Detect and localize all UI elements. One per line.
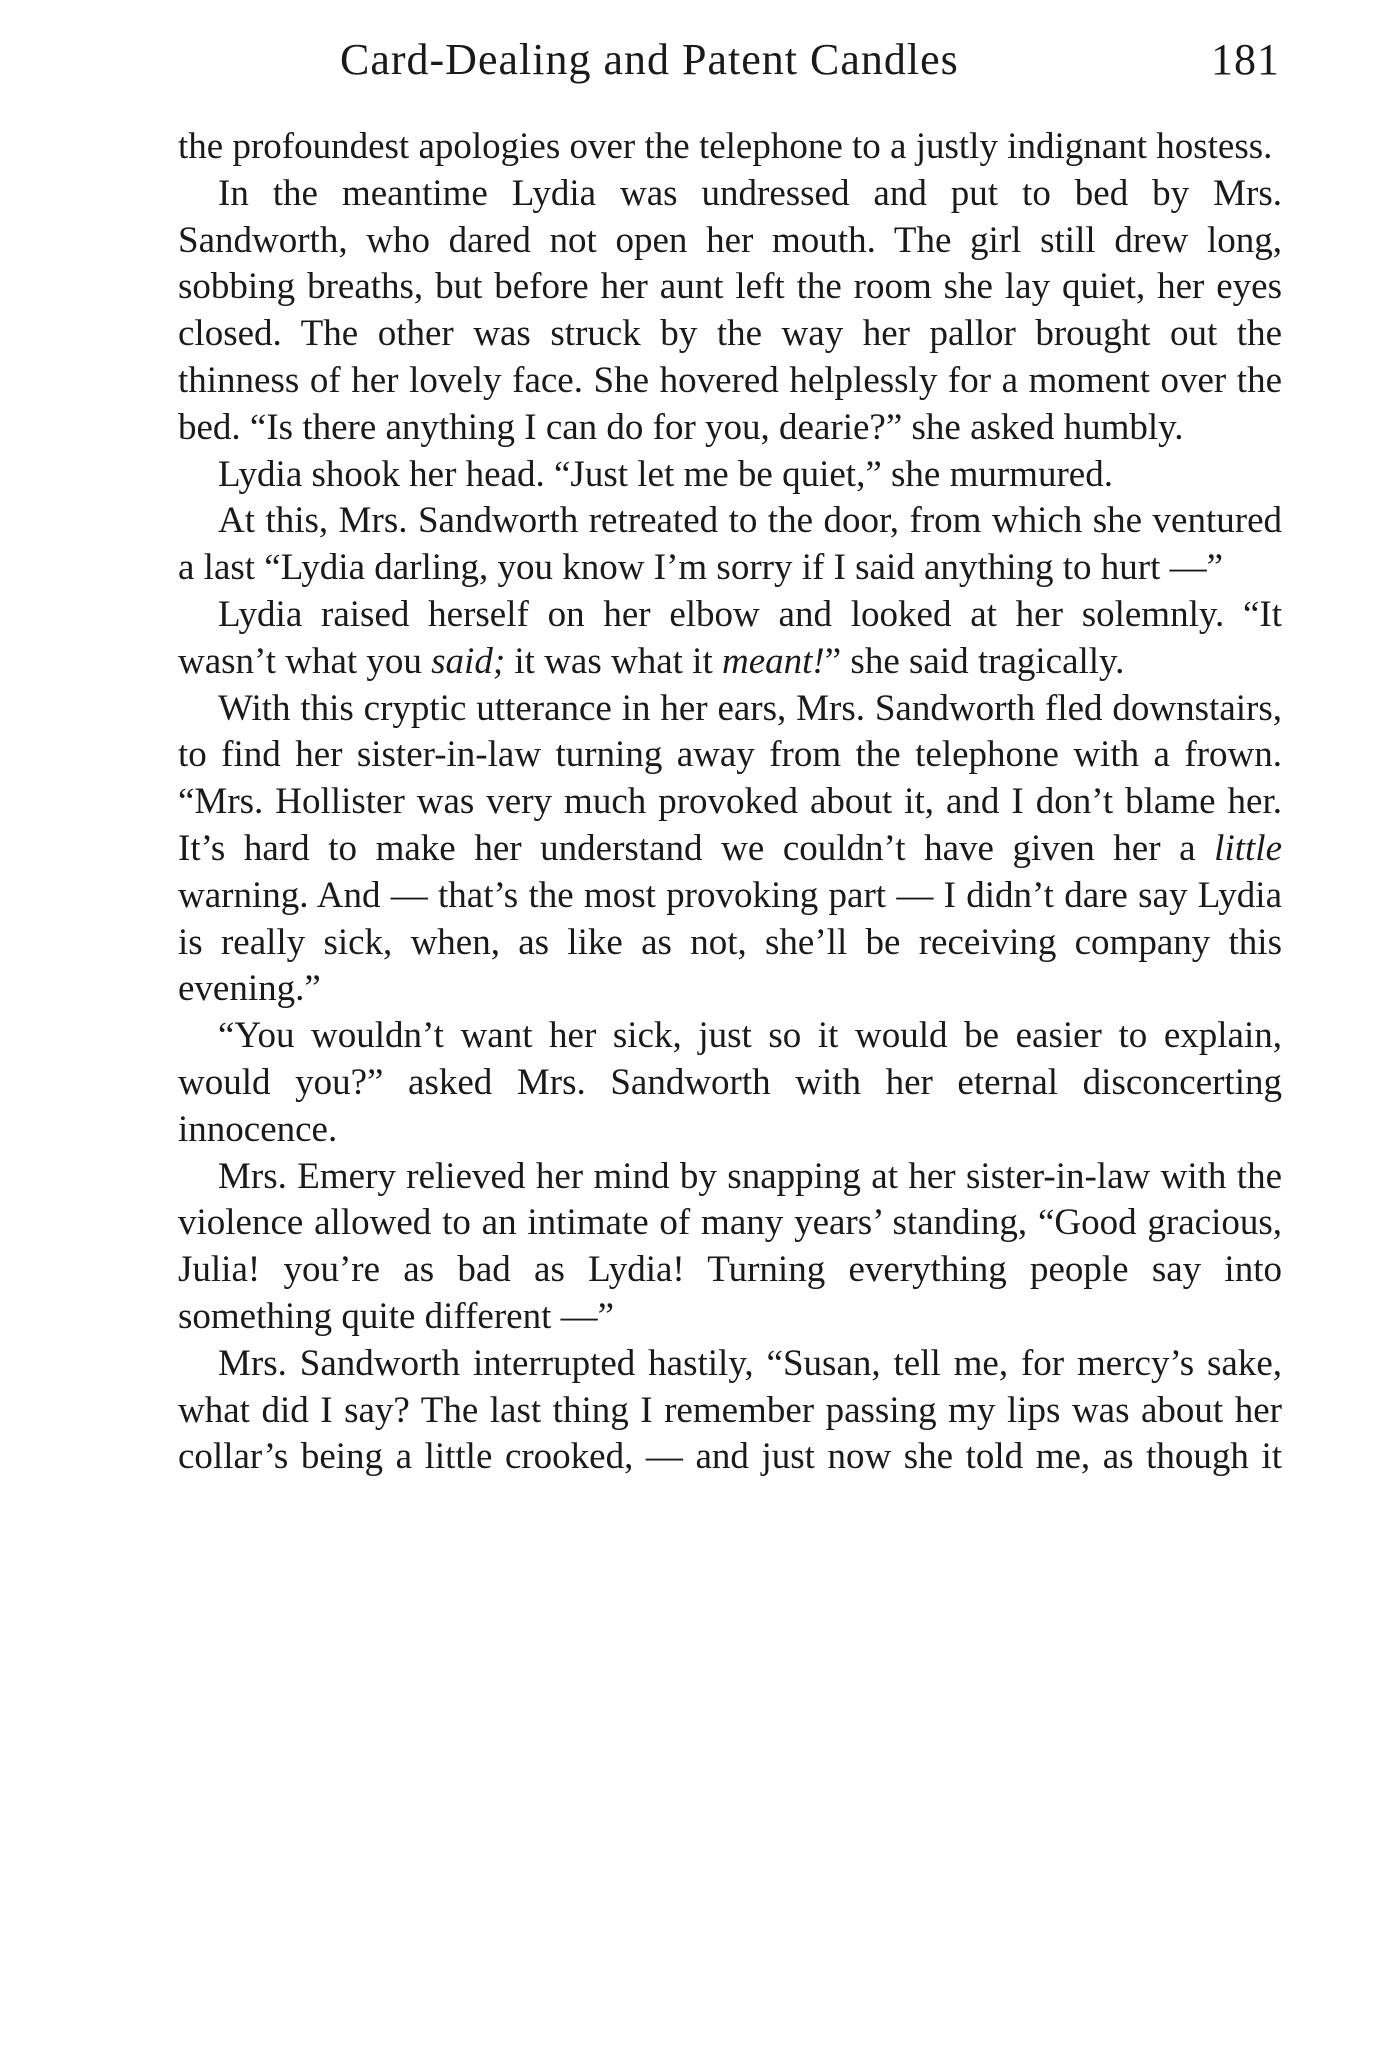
- paragraph: Mrs. Sandworth interrupted hastily, “Susan, tell me, for mercy’s sake, what did I say? The last thing I remember passing my lips was about her collar’s being a little crooked, — and just now she told me, as though it: [178, 1342, 1282, 1478]
- chapter-title: Card-Dealing and Patent Candles: [340, 35, 959, 84]
- running-head: [340, 28, 1280, 92]
- text-run: ” she said tragically.: [824, 640, 1125, 682]
- paragraph-continued: the profoundest apologies over the telephone to a justly indignant hostess.: [178, 126, 1273, 167]
- page-number: 181: [1211, 35, 1280, 84]
- paragraph: [178, 686, 1282, 1014]
- paragraph: Mrs. Emery relieved her mind by snapping at her sister-in-law with the violence allowed to an intimate of many years’ standing, “Good gracious, Julia! you’re as bad as Lydia! Turning everything people say into something quite different —”: [178, 1155, 1282, 1337]
- text-run: With this cryptic utterance in her ears, Mrs. Sandworth fled downstairs, to find her sister-in-law turning away from the telephone with a frown. “Mrs. Hollister was very much provoked about it, and I don’t blame her. It’s hard to make her understand we couldn’t have given her a: [178, 687, 1282, 869]
- paragraph: In the meantime Lydia was undressed and put to bed by Mrs. Sandworth, who dared not open her mouth. The girl still drew long, sobbing breaths, but before her aunt left the room she lay quiet, her eyes closed. The other was struck by the way her pallor brought out the thinness of her lovely face. She hovered helplessly for a moment over the bed. “Is there anything I can do for you, dearie?” she asked humbly.: [178, 172, 1282, 448]
- italic-text: meant!: [722, 640, 825, 682]
- text-run: it was what it: [505, 640, 722, 682]
- paragraph: [178, 592, 1282, 686]
- text-run: warning. And — that’s the most provoking part — I didn’t dare say Lydia is really sick, when, as like as not, she’ll be receiving company this evening.”: [178, 874, 1282, 1010]
- text-run: Lydia raised herself on her elbow and looked at her solemnly. “It wasn’t what you: [178, 593, 1282, 682]
- paragraph: Lydia shook her head. “Just let me be quiet,” she murmured.: [218, 453, 1113, 495]
- body-text: [178, 124, 1282, 1481]
- italic-text: little: [1214, 827, 1282, 869]
- paragraph: At this, Mrs. Sandworth retreated to the door, from which she ventured a last “Lydia darling, you know I’m sorry if I said anything to hurt —”: [178, 500, 1282, 589]
- paragraph: “You wouldn’t want her sick, just so it would be easier to explain, would you?” asked Mrs. Sandworth with her eternal disconcerting innocence.: [178, 1015, 1282, 1150]
- italic-text: said;: [431, 640, 506, 682]
